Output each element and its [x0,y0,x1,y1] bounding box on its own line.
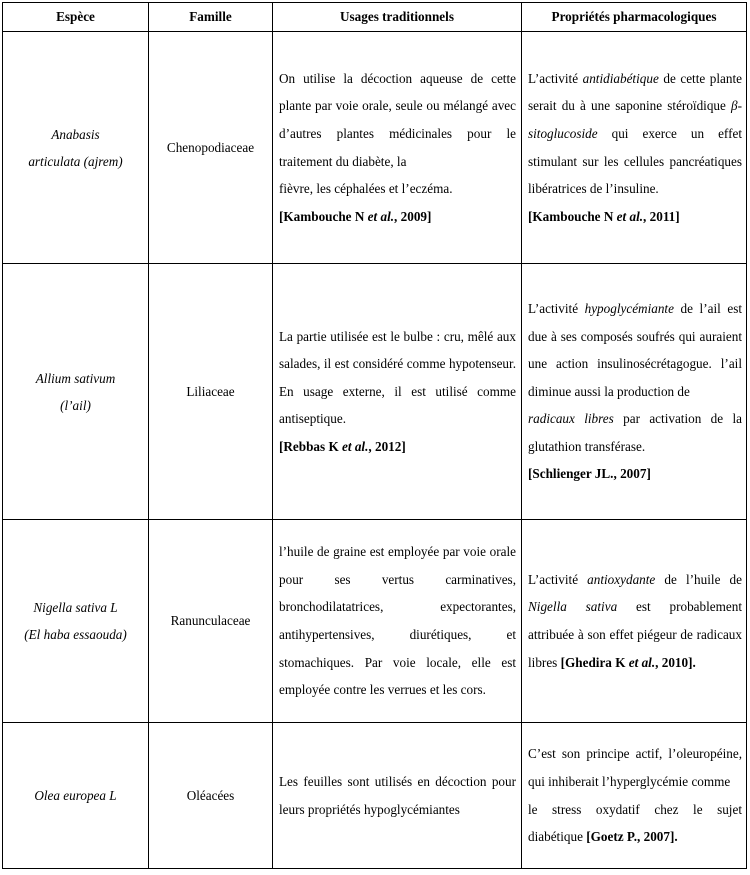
props-reference: [Ghedira K et al., 2010]. [560,654,696,670]
table-row [3,32,747,264]
usage-text-cont: fièvre, les céphalées et l’eczéma. [279,181,453,197]
species-name: Anabasis [51,126,100,142]
props-emphasis: antioxydante [587,571,656,587]
traditional-uses-cell [273,520,522,723]
family-cell: Liliaceae [149,264,273,520]
props-text: le stress oxydatif chez le sujet diabétique [528,801,742,845]
species-name-cont: (l’ail) [60,397,91,413]
species-cell [3,723,149,869]
usage-text: Les feuilles sont utilisés en décoction pour leurs propriétés hypoglycémiantes [279,773,516,817]
usage-text: La partie utilisée est le bulbe : cru, mêlé aux salades, il est considéré comme hypotenseur. En usage externe, il est utilisé comme antiseptique. [279,328,516,427]
props-emphasis: antidiabétique [582,70,659,86]
props-emphasis: hypoglycémiante [584,300,674,316]
usage-text: l’huile de graine est employée par voie orale pour ses vertus carminatives, bronchodilatatrices, expectorantes, antihypertensives, diurétiques, et stomachiques. Par voie locale, elle est employée contre les verrues et les cors. [279,544,516,698]
usage-reference: [Kambouche N et al., 2009] [279,208,432,224]
props-emphasis: β-sitoglucoside [528,98,742,141]
table-row [3,264,747,520]
traditional-uses-cell [273,32,522,264]
family-cell: Ranunculaceae [149,520,273,723]
family-cell: Oléacées [149,723,273,869]
pharmacological-properties-cell [522,723,747,869]
species-cell [3,520,149,723]
props-text: de l’huile de [655,571,742,587]
props-emphasis: radicaux libres [528,411,614,427]
props-text: L’activité [528,300,585,316]
props-text: est probablement attribuée à son effet piégeur de radicaux libres [528,599,742,670]
species-name-cont: articulata (ajrem) [28,153,123,169]
usage-reference: [Rebbas K et al., 2012] [279,438,406,454]
props-text: de cette plante serait du à une saponine stéroïdique [528,70,743,114]
traditional-uses-cell [273,723,522,869]
traditional-uses-cell [273,264,522,520]
pharmacological-properties-cell [522,264,747,520]
table-row [3,520,747,723]
props-text: par activation de la glutathion transférase. [528,411,742,454]
species-name: Allium sativum [35,370,116,386]
family-cell: Chenopodiaceae [149,32,273,264]
plants-table [2,2,747,869]
usage-text: On utilise la décoction aqueuse de cette plante par voie orale, seule ou mélangé avec d’autres plantes médicinales pour le traitement du diabète, la [279,70,516,169]
species-name: Nigella sativa L [33,600,118,615]
props-text: L’activité [528,70,583,86]
header-row [3,3,747,32]
pharmacological-properties-cell [522,32,747,264]
props-reference: [Goetz P., 2007]. [586,829,678,845]
props-emphasis: Nigella sativa [528,599,618,615]
table-row [3,723,747,869]
props-reference: [Schlienger JL., 2007] [528,466,651,482]
props-text: C’est son principe actif, l’oleuropéine, qui inhiberait l’hyperglycémie comme [528,746,742,789]
header-pharmacological-properties: Propriétés pharmacologiques [522,3,747,32]
species-cell [3,32,149,264]
species-name: Olea europea L [34,788,117,803]
props-text: qui exerce un effet stimulant sur les cellules pancréatiques libératrices de l’insuline. [528,125,742,197]
header-traditional-uses: Usages traditionnels [273,3,522,32]
header-family: Famille [149,3,273,32]
pharmacological-properties-cell [522,520,747,723]
props-text: de l’ail est due à ses composés soufrés qui auraient une action insulinosécrétagogue. l’ail diminue aussi la production de [528,300,742,399]
header-species: Espèce [3,3,149,32]
species-cell [3,264,149,520]
species-name-cont: (El haba essaouda) [24,627,127,642]
props-reference: [Kambouche N et al., 2011] [528,208,680,224]
props-text: L’activité [528,571,588,587]
